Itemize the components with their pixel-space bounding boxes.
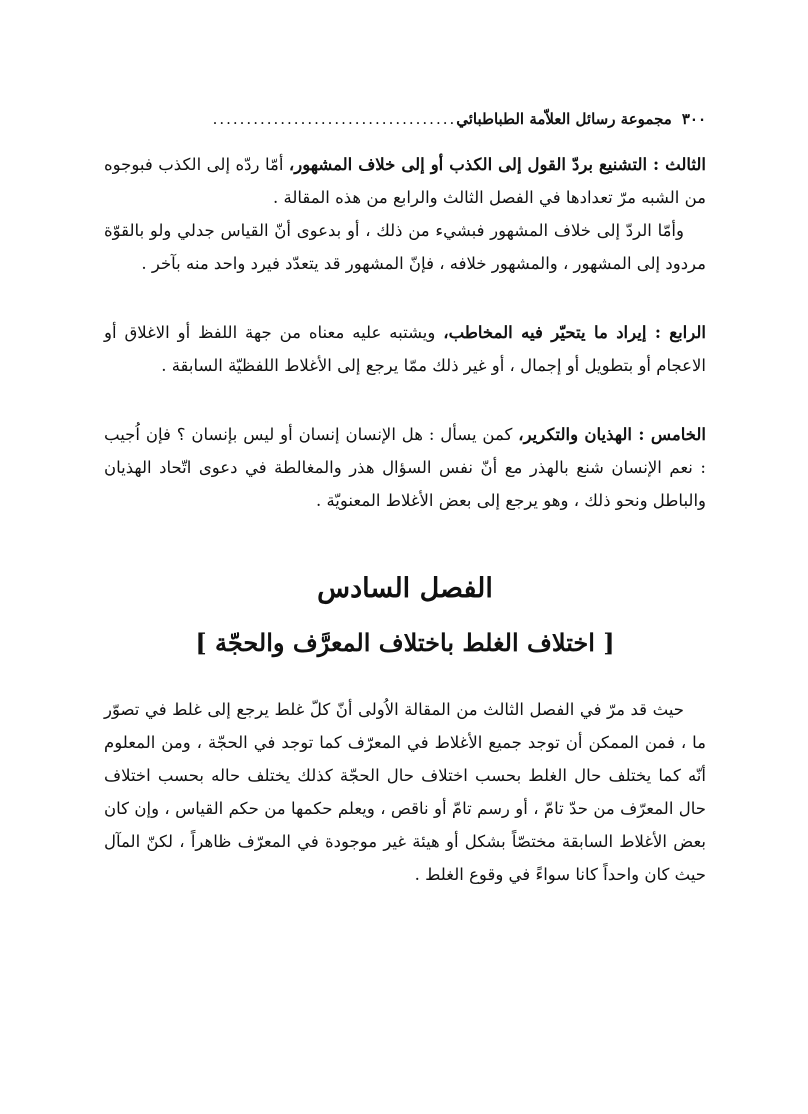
section-fourth-text: ويشتبه عليه معناه من جهة اللفظ أو الاغلاق أو الاعجام أو بتطويل أو إجمال ، أو غير ذلك ممّا يرجع إلى الأغلاط اللفظيّة السابقة . xyxy=(104,323,706,375)
section-third-text: أمّا ردّه إلى الكذب فبوجوه من الشبه مرّ تعدادها في الفصل الثالث والرابع من هذه المقالة . xyxy=(104,155,706,207)
section-third-heading: الثالث : التشنيع بردّ القول إلى الكذب أو إلى خلاف المشهور، xyxy=(288,155,706,174)
section-third-paragraph xyxy=(104,148,706,214)
chapter-subtitle: [ اختلاف الغلط باختلاف المعرَّف والحجّة ] xyxy=(195,628,615,657)
running-header xyxy=(104,104,706,134)
header-dot-leader: .................................... xyxy=(212,110,457,128)
section-fourth xyxy=(104,316,706,382)
section-fourth-heading: الرابع : إيراد ما يتحيّر فيه المخاطب، xyxy=(443,323,706,342)
section-fifth-paragraph xyxy=(104,418,706,517)
section-fourth-paragraph xyxy=(104,316,706,382)
chapter-title: الفصل السادس xyxy=(317,573,493,604)
section-third-paragraph-2: وأمّا الردّ إلى خلاف المشهور فبشيء من ذلك ، أو بدعوى أنّ القياس جدلي ولو بالقوّة مردود إلى المشهور ، والمشهور خلافه ، فإنّ المشهور قد يتعدّد فيرد واحد منه بآخر . xyxy=(104,221,706,273)
section-fifth-text: كمن يسأل : هل الإنسان إنسان أو ليس بإنسان ؟ فإن اُجيب : نعم الإنسان شنع بالهذر مع أنّ نفس السؤال هذر والمغالطة في دعوى اتّحاد الهذيان والباطل ونحو ذلك ، وهو يرجع إلى بعض الأغلاط المعنويّة . xyxy=(104,425,706,510)
page-number: ٣٠٠ xyxy=(681,110,706,128)
running-title: مجموعة رسائل العلاّمة الطباطبائي xyxy=(456,110,672,128)
section-fifth xyxy=(104,418,706,517)
section-fifth-heading: الخامس : الهذيان والتكرير، xyxy=(518,425,706,444)
section-third xyxy=(104,148,706,280)
chapter-body-paragraph: حيث قد مرّ في الفصل الثالث من المقالة الاُولى أنّ كلّ غلط يرجع إلى غلط في تصوّر ما ، فمن الممكن أن توجد جميع الأغلاط في المعرّف كما توجد في الحجّة ، ومن المعلوم أنّه كما يختلف حال الغلط بحسب اختلاف حال الحجّة كذلك يختلف حاله بحسب اختلاف حال المعرّف من حدّ تامّ ، أو رسم تامّ أو ناقص ، ويعلم حكمها من حكم القياس ، وإن كان بعض الأغلاط السابقة مختصّاً بشكل أو هيئة غير موجودة في المعرّف ظاهراً ، لكنّ المآل حيث كان واحداً كانا سواءً في وقوع الغلط . xyxy=(104,700,706,884)
